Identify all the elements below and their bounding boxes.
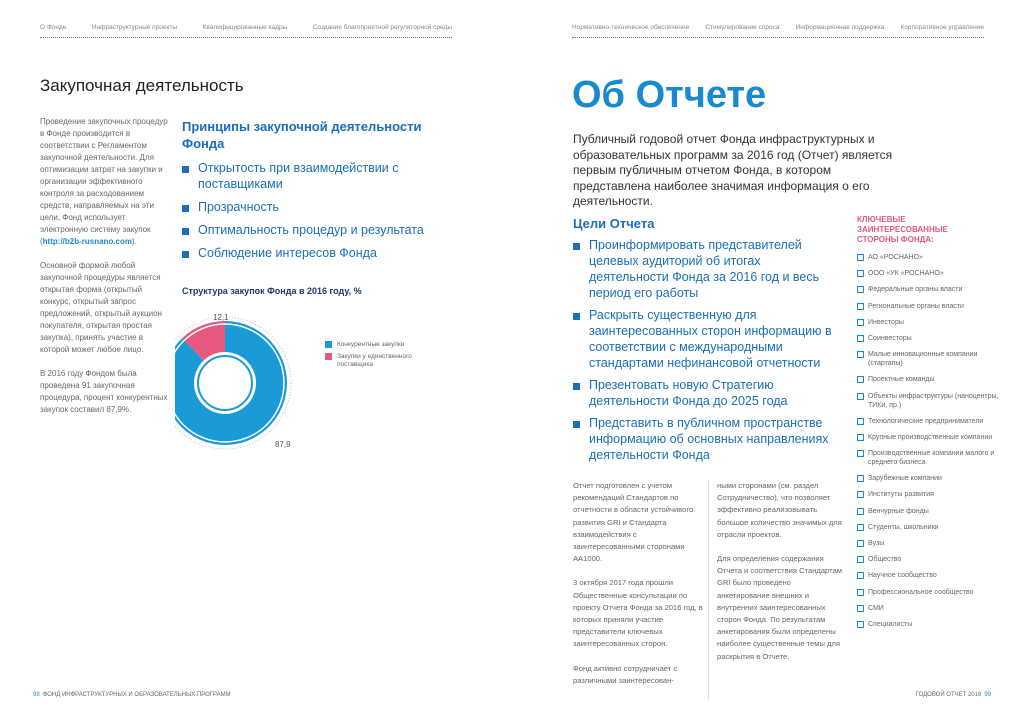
legend-label: Конкурентные закупки	[337, 341, 405, 348]
legend-item	[325, 341, 425, 349]
goals-list	[573, 237, 843, 469]
stakeholder-item: Научное сообщество	[857, 571, 1007, 580]
nav-link[interactable]: Корпоративное управление	[900, 24, 984, 31]
stakeholder-item: Технологические предприниматели	[857, 417, 1007, 426]
nav-link[interactable]: Инфраструктурные проекты	[91, 24, 178, 31]
stakeholders-list	[857, 253, 1007, 636]
donut-chart	[175, 300, 325, 460]
page-title: Закупочная деятельность	[40, 76, 244, 95]
body-columns	[573, 480, 843, 699]
list-item: Открытость при взаимодействии с поставщиками	[182, 160, 452, 192]
chart-title: Структура закупок Фонда в 2016 году, %	[182, 286, 362, 296]
goals-title: Цели Отчета	[573, 216, 655, 231]
footer-text: ГОДОВОЙ ОТЧЕТ 2016	[915, 692, 982, 698]
data-label-single: 12,1	[213, 313, 229, 322]
side-text	[40, 116, 172, 428]
stakeholder-item: Общество	[857, 555, 1007, 564]
stakeholder-item: Крупные производственные компании	[857, 433, 1007, 442]
column-2	[708, 480, 843, 699]
list-item: Раскрыть существенную для заинтересованных сторон информацию в соответствии с международными стандартами нефинансовой отчетности	[573, 307, 843, 371]
stakeholder-item: Венчурные фонды	[857, 507, 1007, 516]
list-item: Прозрачность	[182, 199, 452, 215]
stakeholder-item: Малые инновационные компании (стартапы)	[857, 350, 1007, 368]
stakeholder-item: Вузы	[857, 539, 1007, 548]
stakeholders-title: КЛЮЧЕВЫЕ ЗАИНТЕРЕСОВАННЫЕ СТОРОНЫ ФОНДА:	[857, 215, 948, 244]
stakeholder-item: Студенты, школьники	[857, 523, 1007, 532]
nav-link[interactable]: Нормативно-техническое обеспечение	[572, 24, 690, 31]
legend-label: Закупки у единственного поставщика	[337, 353, 412, 368]
paragraph: Фонд активно сотрудничает с различными заинтересован-	[573, 663, 678, 685]
legend-swatch	[325, 341, 332, 348]
paragraph: Основной формой любой закупочной процедуры является открытая форма (открытый конкурс, открытый запрос предложений, открытый аукцион покупателя, открытая простая закупка), принять участие в которой может любое лицо.	[40, 261, 162, 354]
punct: ).	[132, 237, 137, 246]
list-item: Презентовать новую Стратегию деятельности Фонда до 2025 года	[573, 377, 843, 409]
data-label-competitive: 87,9	[275, 440, 291, 449]
nav-link[interactable]: Квалифицированные кадры	[202, 24, 288, 31]
nav-right	[572, 24, 984, 38]
stakeholder-item: Объекты инфраструктуры (наноцентры, ТИКи, пр.)	[857, 392, 1007, 410]
stakeholder-item: АО «РОСНАНО»	[857, 253, 1007, 262]
page-number: 98	[33, 692, 40, 698]
footer-text: ФОНД ИНФРАСТРУКТУРНЫХ И ОБРАЗОВАТЕЛЬНЫХ ПРОГРАММ	[42, 692, 231, 698]
stakeholder-item: СМИ	[857, 604, 1007, 613]
paragraph: Проведение закупочных процедур в Фонде производится в соответствии с Регламентом закупочной деятельности. Для оптимизации затрат на закупки и организации эффективного контроля за расходованием средств, направляемых на эти цели, Фонд использует электронную систему закупок (	[40, 117, 168, 246]
chart-legend	[325, 341, 425, 373]
stakeholder-item: ООО «УК «РОСНАНО»	[857, 269, 1007, 278]
intro-text: Публичный годовой отчет Фонда инфраструктурных и образовательных программ за 2016 год (Отчет) является первым публичным отчетом Фонда, в котором представлена наиболее значимая информация о его деятельности.	[573, 132, 893, 208]
legend-item	[325, 353, 425, 369]
list-item: Представить в публичном пространстве информацию об основных направлениях деятельности Фонда	[573, 415, 843, 463]
stakeholder-item: Региональные органы власти	[857, 302, 1007, 311]
column-1	[573, 480, 708, 699]
report-title: Об Отчете	[572, 74, 767, 116]
stakeholder-item: Соинвесторы	[857, 334, 1007, 343]
nav-link[interactable]: Создание благоприятной регуляторной среды	[312, 24, 452, 31]
stakeholder-item: Профессиональное сообщество	[857, 588, 1007, 597]
page-number: 99	[984, 692, 991, 698]
principles-title: Принципы закупочной деятельности Фонда	[182, 119, 422, 151]
inner-ring	[198, 356, 252, 410]
b2b-link[interactable]: http://b2b-rusnano.com	[42, 237, 132, 246]
paragraph: 3 октября 2017 года прошли Общественные консультации по проекту Отчета Фонда за 2016 год, в которых приняли участие представители ключевых заинтересованных сторон.	[573, 578, 703, 649]
footer-left	[30, 692, 231, 698]
nav-left	[40, 24, 452, 38]
list-item: Проинформировать представителей целевых аудиторий об итогах деятельности Фонда за 2016 год и весь период его работы	[573, 237, 843, 301]
nav-link[interactable]: О Фонде	[40, 24, 67, 31]
stakeholder-item: Инвесторы	[857, 318, 1007, 327]
principles-list	[182, 160, 452, 268]
stakeholder-item: Проектные команды	[857, 375, 1007, 384]
stakeholder-item: Специалисты	[857, 620, 1007, 629]
legend-swatch	[325, 353, 332, 360]
nav-link[interactable]: Стимулирование спроса	[705, 24, 780, 31]
stakeholder-item: Федеральные органы власти	[857, 285, 1007, 294]
footer-right	[916, 692, 994, 698]
stakeholder-item: Зарубежные компании	[857, 474, 1007, 483]
nav-link[interactable]: Информационная поддержка	[795, 24, 885, 31]
paragraph: В 2016 году Фондом была проведена 91 закупочная процедура, процент конкурентных закупок составил 87,9%.	[40, 369, 168, 414]
list-item: Соблюдение интересов Фонда	[182, 245, 452, 261]
paragraph: Отчет подготовлен с учетом рекомендаций Стандартов по отчетности в области устойчивого развития GRI и Стандарта взаимодействия с заинтересованными сторонами АА1000.	[573, 481, 694, 564]
paragraph: Для определения содержания Отчета и соответствия Стандартам GRI было проведено анкетирование внешних и внутренних заинтересованных сторон Фонда. По результатам анкетирования были определены наиболее существенные темы для раскрытия в Отчете.	[717, 554, 842, 661]
stakeholder-item: Производственные компании малого и среднего бизнеса	[857, 449, 1007, 467]
stakeholder-item: Институты развития	[857, 490, 1007, 499]
list-item: Оптимальность процедур и результата	[182, 222, 452, 238]
paragraph: ными сторонами (см. раздел Сотрудничество), что позволяет эффективно реализовывать большое количество значимых для отрасли проектов.	[717, 481, 842, 539]
